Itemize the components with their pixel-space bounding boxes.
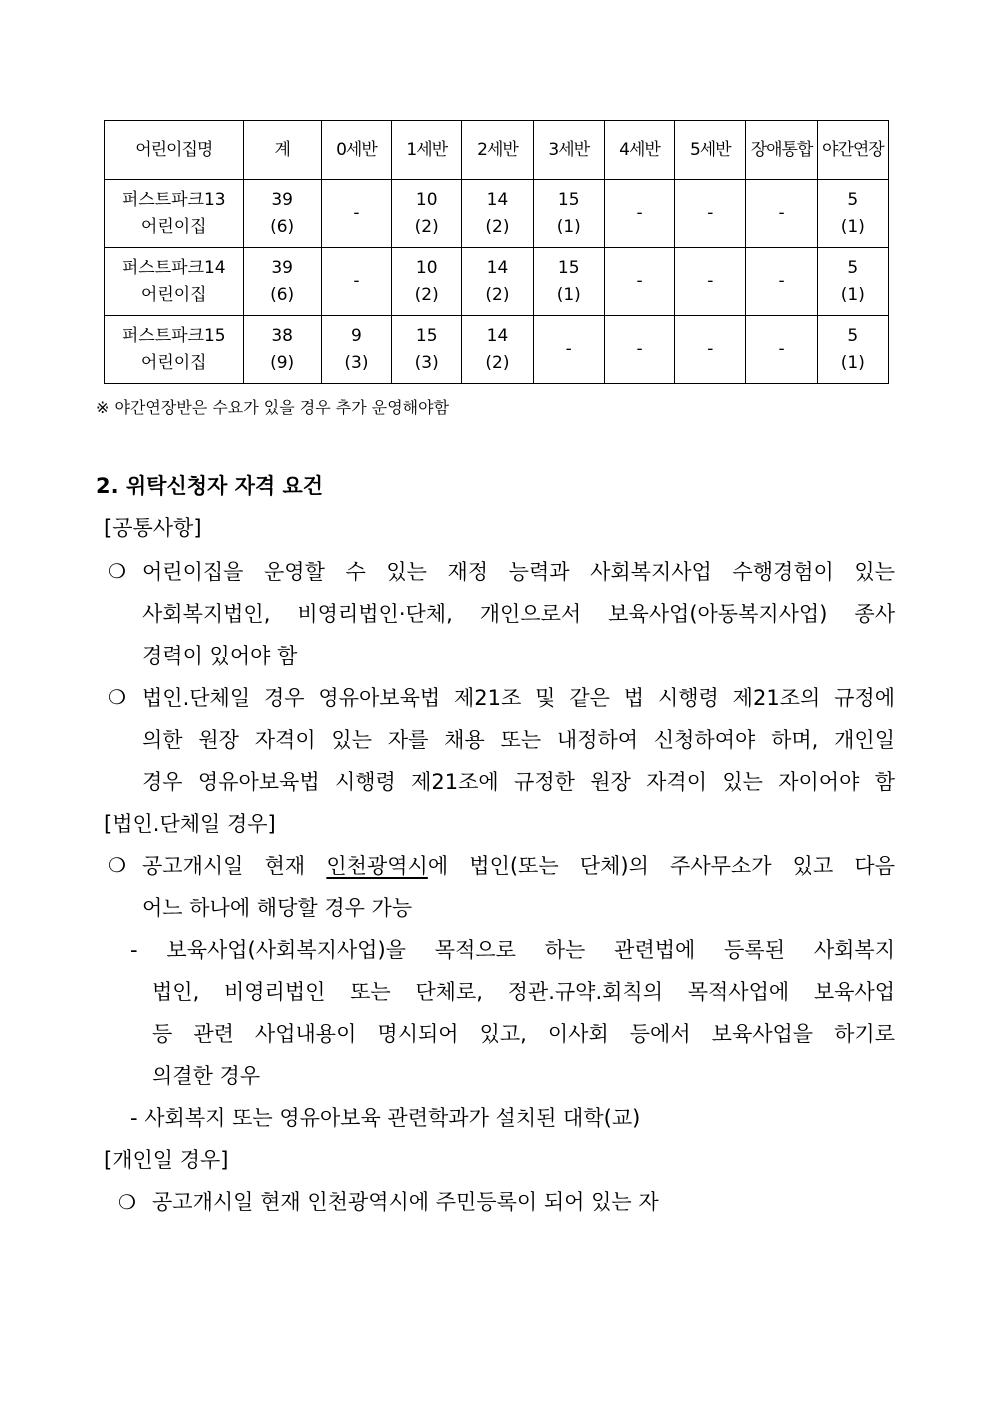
count-cell [817, 316, 888, 384]
count-value: 15 [557, 257, 580, 278]
count-value: (1) [840, 216, 865, 237]
count-cell [321, 180, 391, 248]
count-cell [817, 248, 888, 316]
count-value: - [636, 271, 643, 291]
count-value: (2) [485, 216, 510, 237]
childcare-table-container [104, 120, 889, 384]
header-cell: 야간연장 [817, 121, 888, 180]
header-cell: 4세반 [604, 121, 674, 180]
count-value: - [636, 203, 643, 223]
header-cell: 1세반 [392, 121, 462, 180]
daycare-name-line: 퍼스트파크13 [121, 189, 226, 210]
count-value: 5 [847, 189, 859, 210]
header-cell: 3세반 [533, 121, 604, 180]
table-note: ※ 야간연장반은 수요가 있을 경우 추가 운영해야함 [96, 398, 450, 417]
person-bullet: 공고개시일 현재 인천광역시에 주민등록이 되어 있는 자 [152, 1190, 659, 1214]
corp-dash2: - 사회복지 또는 영유아보육 관련학과가 설치된 대학(교) [130, 1106, 641, 1130]
daycare-name-cell [105, 248, 244, 316]
incheon-underlined: 인천광역시 [326, 854, 428, 878]
table-header-row [105, 121, 889, 180]
count-cell [746, 316, 817, 384]
count-value: - [778, 339, 785, 359]
count-cell [604, 180, 674, 248]
daycare-name-cell [105, 180, 244, 248]
count-cell [604, 248, 674, 316]
count-value: 14 [486, 189, 509, 210]
common-bullet2-line1: 법인.단체일 경우 영유아보육법 제21조 및 같은 법 시행령 제21조의 규정에 [142, 686, 895, 710]
count-value: (6) [270, 284, 295, 305]
count-value: - [778, 271, 785, 291]
count-value: - [353, 203, 360, 223]
corp-bullet-line1 [142, 850, 895, 880]
count-value: (6) [270, 216, 295, 237]
count-value: (2) [485, 352, 510, 373]
count-cell [533, 316, 604, 384]
count-value: 5 [847, 325, 859, 346]
count-value: 39 [271, 189, 293, 210]
count-value: (2) [414, 284, 439, 305]
section-title: 2. 위탁신청자 자격 요건 [96, 474, 324, 498]
daycare-name-cell [105, 316, 244, 384]
common-bullet1-line1: 어린이집을 운영할 수 있는 재정 능력과 사회복지사업 수행경험이 있는 [142, 560, 895, 584]
count-cell [243, 180, 321, 248]
corp-label: [법인.단체일 경우] [104, 812, 276, 836]
count-value: - [707, 271, 714, 291]
corp-dash1-line2: 법인, 비영리법인 또는 단체로, 정관.규약.회칙의 목적사업에 보육사업 [152, 980, 895, 1004]
count-cell [533, 248, 604, 316]
corp-bullet-line2: 어느 하나에 해당할 경우 가능 [142, 896, 413, 920]
bullet-icon: ❍ [108, 559, 126, 583]
corp-dash1-line3: 등 관련 사업내용이 명시되어 있고, 이사회 등에서 보육사업을 하기로 [152, 1022, 895, 1046]
count-value: - [707, 203, 714, 223]
header-cell: 2세반 [462, 121, 533, 180]
table-row [105, 180, 889, 248]
count-cell [604, 316, 674, 384]
count-cell [675, 248, 746, 316]
count-value: 10 [415, 189, 438, 210]
table-body [105, 180, 889, 384]
count-value: 10 [415, 257, 438, 278]
childcare-class-table [104, 120, 889, 384]
header-cell: 장애통합 [746, 121, 817, 180]
header-cell: 0세반 [321, 121, 391, 180]
count-value: 5 [847, 257, 859, 278]
count-cell [675, 316, 746, 384]
bullet-icon: ❍ [118, 1190, 136, 1214]
count-cell [243, 248, 321, 316]
count-value: - [707, 339, 714, 359]
count-value: (3) [414, 352, 439, 373]
count-cell [462, 180, 533, 248]
count-cell [533, 180, 604, 248]
daycare-name-line: 어린이집 [140, 352, 207, 373]
count-value: 9 [351, 325, 362, 346]
count-cell [392, 316, 462, 384]
bullet-icon: ❍ [108, 853, 126, 877]
count-cell [462, 316, 533, 384]
count-value: - [353, 271, 360, 291]
header-cell: 계 [243, 121, 321, 180]
common-bullet1-line2: 사회복지법인, 비영리법인·단체, 개인으로서 보육사업(아동복지사업) 종사 [142, 602, 895, 626]
daycare-name-line: 어린이집 [140, 284, 207, 305]
count-value: (1) [840, 284, 865, 305]
count-cell [746, 248, 817, 316]
count-value: 15 [415, 325, 438, 346]
count-cell [462, 248, 533, 316]
count-value: (3) [344, 352, 369, 373]
table-row [105, 316, 889, 384]
count-value: - [565, 339, 572, 359]
count-value: (1) [840, 352, 865, 373]
count-value: 14 [486, 257, 509, 278]
daycare-name-line: 어린이집 [140, 216, 207, 237]
count-value: - [636, 339, 643, 359]
count-cell [321, 316, 391, 384]
common-label: [공통사항] [104, 516, 202, 540]
count-cell [675, 180, 746, 248]
header-cell: 어린이집명 [105, 121, 244, 180]
count-cell [243, 316, 321, 384]
daycare-name-line: 퍼스트파크15 [121, 325, 226, 346]
count-value: 15 [557, 189, 580, 210]
bullet-icon: ❍ [108, 685, 126, 709]
corp-bullet-pre: 공고개시일 현재 [142, 854, 327, 878]
count-value: (1) [556, 284, 581, 305]
count-value: (1) [556, 216, 581, 237]
count-cell [321, 248, 391, 316]
corp-dash1-line4: 의결한 경우 [152, 1064, 261, 1088]
common-bullet2-line3: 경우 영유아보육법 시행령 제21조에 규정한 원장 자격이 있는 자이어야 함 [142, 770, 895, 794]
count-cell [817, 180, 888, 248]
corp-bullet-post: 에 법인(또는 단체)의 주사무소가 있고 다음 [427, 854, 895, 878]
corp-dash1-line1: - 보육사업(사회복지사업)을 목적으로 하는 관련법에 등록된 사회복지 [130, 938, 895, 962]
count-value: (9) [270, 352, 295, 373]
count-value: 39 [271, 257, 293, 278]
daycare-name-line: 퍼스트파크14 [121, 257, 226, 278]
count-cell [392, 248, 462, 316]
common-bullet2-line2: 의한 원장 자격이 있는 자를 채용 또는 내정하여 신청하여야 하며, 개인일 [142, 728, 895, 752]
count-value: 38 [271, 325, 293, 346]
common-bullet1-line3: 경력이 있어야 함 [142, 644, 298, 668]
count-value: - [778, 203, 785, 223]
person-label: [개인일 경우] [104, 1148, 229, 1172]
count-value: (2) [485, 284, 510, 305]
count-value: (2) [414, 216, 439, 237]
count-cell [746, 180, 817, 248]
count-value: 14 [486, 325, 509, 346]
header-cell: 5세반 [675, 121, 746, 180]
table-row [105, 248, 889, 316]
count-cell [392, 180, 462, 248]
